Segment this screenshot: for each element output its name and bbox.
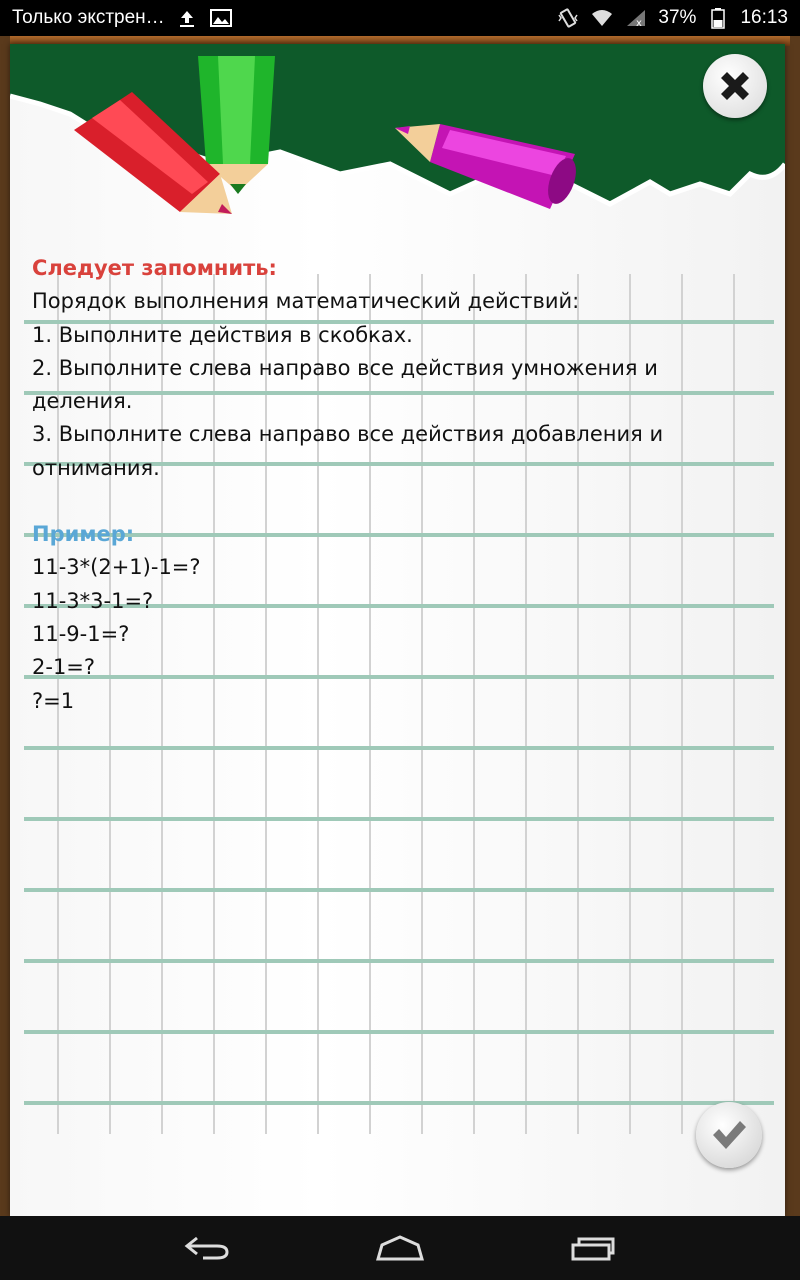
svg-text:x: x bbox=[636, 18, 643, 28]
rule-line-2-cont: деления. bbox=[32, 389, 133, 414]
rule-line-3-cont: отнимания. bbox=[32, 455, 160, 480]
rules-content bbox=[32, 252, 772, 718]
notification-text: Только экстрен… bbox=[12, 7, 165, 28]
close-button[interactable] bbox=[703, 54, 767, 118]
vibrate-icon bbox=[556, 7, 580, 29]
image-icon bbox=[209, 7, 233, 29]
back-button[interactable] bbox=[177, 1228, 237, 1268]
recents-button[interactable] bbox=[563, 1228, 623, 1268]
checkmark-icon bbox=[707, 1113, 751, 1157]
upload-icon bbox=[175, 7, 199, 29]
back-icon bbox=[183, 1234, 231, 1262]
battery-percent: 37% bbox=[658, 7, 697, 28]
example-line-2: 11-3*3-1=? bbox=[32, 588, 154, 613]
rule-line-1: 1. Выполните действия в скобках. bbox=[32, 322, 413, 347]
wifi-icon bbox=[590, 7, 614, 29]
rules-intro: Порядок выполнения математический действий: bbox=[32, 289, 580, 314]
rule-line-2: 2. Выполните слева направо все действия умножения и bbox=[32, 355, 658, 380]
example-line-3: 11-9-1=? bbox=[32, 621, 130, 646]
recents-icon bbox=[569, 1233, 617, 1263]
example-line-4: 2-1=? bbox=[32, 655, 96, 680]
home-icon bbox=[374, 1233, 426, 1263]
example-line-1: 11-3*(2+1)-1=? bbox=[32, 555, 201, 580]
navigation-bar bbox=[0, 1216, 800, 1280]
signal-icon bbox=[624, 7, 648, 29]
clock: 16:13 bbox=[740, 7, 788, 28]
home-button[interactable] bbox=[370, 1228, 430, 1268]
battery-icon bbox=[706, 7, 730, 29]
example-line-5: ?=1 bbox=[32, 688, 75, 713]
rule-line-3: 3. Выполните слева направо все действия добавления и bbox=[32, 422, 664, 447]
close-icon bbox=[713, 64, 757, 108]
chalkboard-header bbox=[10, 44, 785, 234]
status-bar bbox=[0, 0, 800, 36]
paper-sheet bbox=[10, 44, 785, 1216]
ok-button[interactable] bbox=[696, 1102, 762, 1168]
remember-heading: Следует запомнить: bbox=[32, 256, 277, 280]
example-heading: Пример: bbox=[32, 522, 135, 547]
